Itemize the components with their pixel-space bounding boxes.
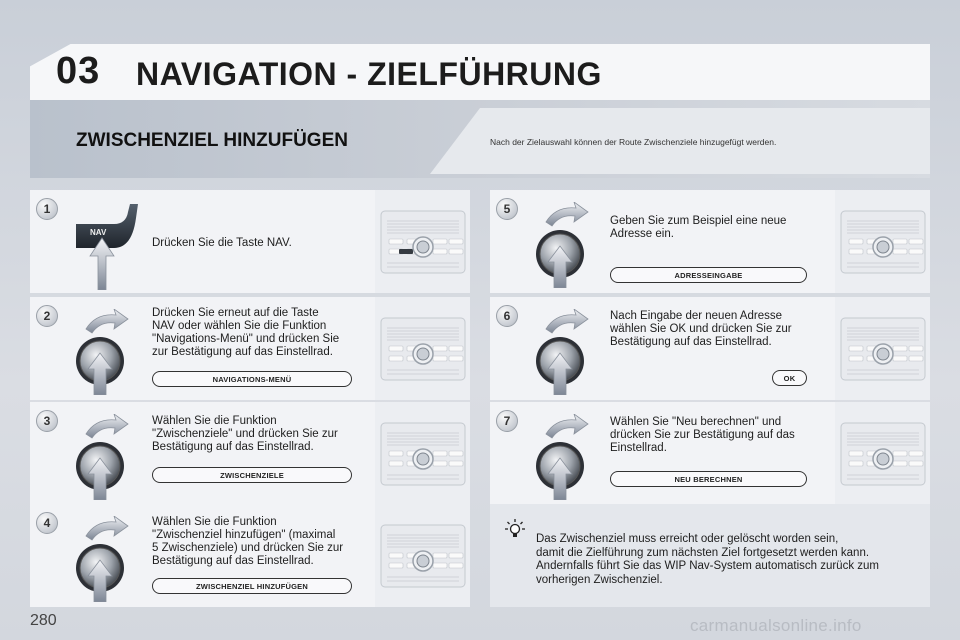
step-text xyxy=(152,237,292,250)
menu-option-pill: ZWISCHENZIELE xyxy=(152,467,352,483)
step-card xyxy=(30,190,470,293)
radio-panel-icon xyxy=(839,419,927,494)
step-text-line: drücken Sie zur Bestätigung auf das xyxy=(610,429,795,441)
step-text-line: Geben Sie zum Beispiel eine neue xyxy=(610,215,787,227)
radio-panel-illustration xyxy=(375,504,470,607)
radio-panel-illustration xyxy=(375,190,470,293)
radio-panel-illustration xyxy=(835,297,930,400)
radio-panel-icon xyxy=(839,314,927,389)
radio-panel-icon xyxy=(379,521,467,596)
step-text-line: Nach Eingabe der neuen Adresse xyxy=(610,310,782,322)
note-line: vorherigen Zwischenziel. xyxy=(536,573,663,586)
step-number-badge: 1 xyxy=(36,198,58,220)
rotary-knob-icon xyxy=(532,309,592,400)
step-card xyxy=(490,297,930,400)
section-title: ZWISCHENZIEL HINZUFÜGEN xyxy=(76,130,348,151)
note-line: Andernfalls führt Sie das WIP Nav-System automatisch zurück zum xyxy=(536,560,880,572)
page-number: 280 xyxy=(30,612,57,629)
radio-panel-illustration xyxy=(375,402,470,505)
rotary-knob-icon xyxy=(72,414,132,505)
step-text-line: NAV oder wählen Sie die Funktion xyxy=(152,320,327,332)
step-text-line: 5 Zwischenziele) und drücken Sie zur xyxy=(152,542,344,554)
step-text-line: Wählen Sie "Neu berechnen" und xyxy=(610,416,782,428)
note-line: damit die Zielführung zum nächsten Ziel fortgesetzt werden kann. xyxy=(536,546,870,559)
menu-option-pill: NEU BERECHNEN xyxy=(610,471,807,487)
menu-option-pill: ADRESSEINGABE xyxy=(610,267,807,283)
step-number-badge: 5 xyxy=(496,198,518,220)
menu-option-pill: NAVIGATIONS-MENÜ xyxy=(152,371,352,387)
step-text-line: Einstellrad. xyxy=(610,442,667,454)
note-line: Das Zwischenziel muss erreicht oder gelöscht worden sein, xyxy=(536,533,839,545)
nav-key-label: NAV xyxy=(90,228,107,237)
step-card xyxy=(30,504,470,607)
step-card xyxy=(30,402,470,505)
radio-panel-illustration xyxy=(835,402,930,505)
step-text-line: Bestätigung auf das Einstellrad. xyxy=(610,336,772,348)
step-text xyxy=(152,516,343,568)
step-number-badge: 6 xyxy=(496,305,518,327)
radio-panel-icon xyxy=(379,207,467,282)
step-text xyxy=(152,307,339,359)
step-number-badge: 7 xyxy=(496,410,518,432)
step-text-line: "Navigations-Menü" und drücken Sie xyxy=(152,333,340,345)
radio-panel-icon xyxy=(379,419,467,494)
menu-option-pill: ZWISCHENZIEL HINZUFÜGEN xyxy=(152,578,352,594)
chapter-number: 03 xyxy=(56,50,101,92)
step-text xyxy=(610,310,792,349)
rotary-knob-icon xyxy=(532,414,592,505)
step-text-line: zur Bestätigung auf das Einstellrad. xyxy=(152,346,333,358)
page-title: NAVIGATION - ZIELFÜHRUNG xyxy=(136,56,602,92)
step-text-line: "Zwischenziel hinzufügen" (maximal xyxy=(152,529,336,541)
step-number-badge: 2 xyxy=(36,305,58,327)
step-text-line: Bestätigung auf das Einstellrad. xyxy=(152,555,314,567)
nav-key-icon xyxy=(74,204,140,295)
step-card xyxy=(30,297,470,400)
step-text-line: Drücken Sie erneut auf die Taste xyxy=(152,307,319,319)
radio-panel-icon xyxy=(839,207,927,282)
rotary-knob-icon xyxy=(532,202,592,293)
step-number-badge: 3 xyxy=(36,410,58,432)
step-text-line: wählen Sie OK und drücken Sie zur xyxy=(610,323,792,335)
radio-panel-illustration xyxy=(835,190,930,293)
step-text xyxy=(610,215,786,241)
step-text xyxy=(610,416,795,455)
step-text-line: Wählen Sie die Funktion xyxy=(152,415,277,427)
step-text-line: Drücken Sie die Taste NAV. xyxy=(152,237,292,249)
watermark: carmanualsonline.info xyxy=(690,616,862,635)
rotary-knob-icon xyxy=(72,309,132,400)
menu-option-pill: OK xyxy=(772,370,807,386)
radio-panel-icon xyxy=(379,314,467,389)
section-intro: Nach der Zielauswahl können der Route Zwischenziele hinzugefügt werden. xyxy=(490,137,777,147)
step-card xyxy=(490,190,930,293)
rotary-knob-icon xyxy=(72,516,132,607)
note-text xyxy=(536,533,916,587)
step-text-line: Bestätigung auf das Einstellrad. xyxy=(152,441,314,453)
radio-panel-illustration xyxy=(375,297,470,400)
lightbulb-icon xyxy=(504,518,526,540)
step-text-line: Adresse ein. xyxy=(610,228,674,240)
step-text-line: Wählen Sie die Funktion xyxy=(152,516,277,528)
step-text-line: "Zwischenziele" und drücken Sie zur xyxy=(152,428,338,440)
step-number-badge: 4 xyxy=(36,512,58,534)
step-card xyxy=(490,402,930,505)
step-text xyxy=(152,415,338,454)
